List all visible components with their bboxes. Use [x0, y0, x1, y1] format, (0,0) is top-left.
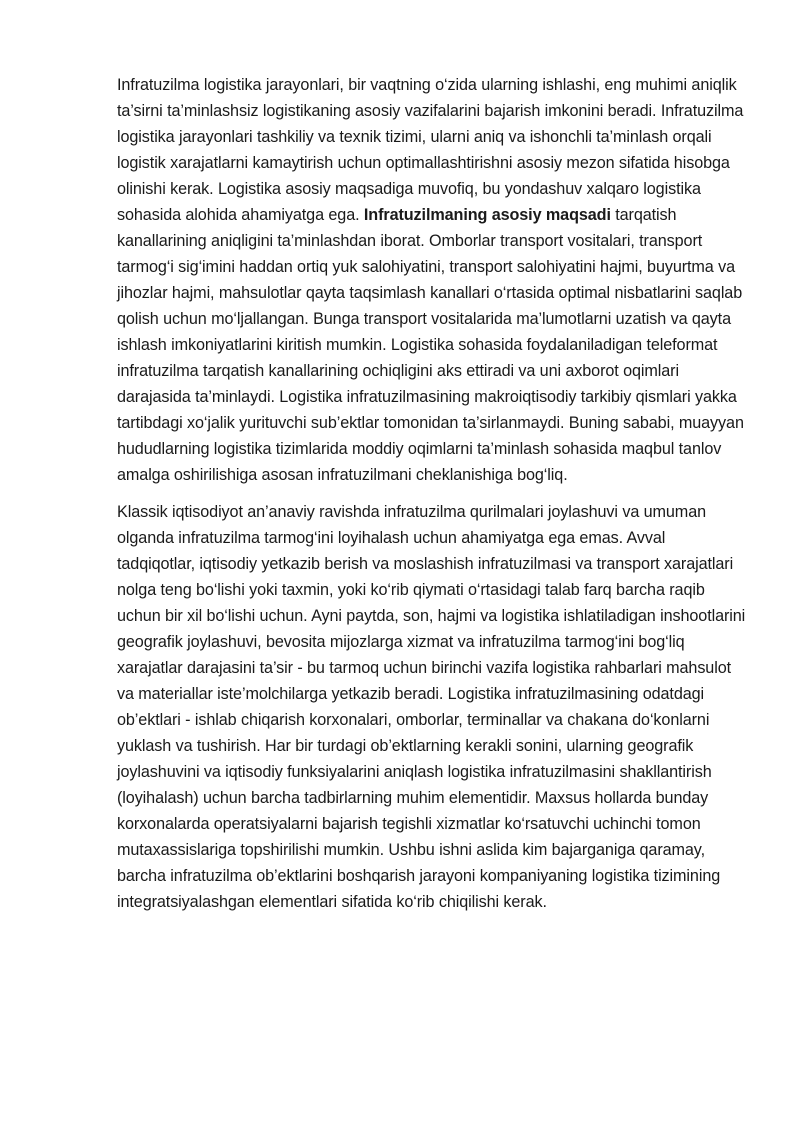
paragraph-1-bold-phrase: Infratuzilmaning asosiy maqsadi: [363, 206, 611, 224]
document-page: [117, 72, 747, 926]
paragraph-1-text-end: tarqatish kanallarining aniqligini ta’minlashdan iborat. Omborlar transport vositalari, transport tarmog‘i sig‘imini haddan ortiq yuk salohiyatini, transport salohiyatini hajmi, buyurtma va jihozlar hajmi, mahsulotlar qayta taqsimlash kanallari o‘rtasida optimal nisbatlarini saqlab qolish uchun mo‘ljallangan. Bunga transport vositalarida ma’lumotlarni uzatish va qayta ishlash imkoniyatlarini kiritish mumkin. Logistika sohasida foydalaniladigan teleformat infratuzilma tarqatish kanallarining ochiqligini aks ettiradi va uni axborot oqimlari darajasida ta’minlaydi. Logistika infratuzilmasining makroiqtisodiy tarkibiy qismlari yakka tartibdagi xo‘jalik yurituvchi sub’ektlar tomonidan ta’sirlanmaydi. Buning sababi, muayyan hududlarning logistika tizimlarida moddiy oqimlarni ta’minlash sohasida maqbul tanlov amalga oshirilishiga asosan infratuzilmani cheklanishiga bog‘liq.: [117, 206, 744, 484]
paragraph-1-text-start: Infratuzilma logistika jarayonlari, bir vaqtning o‘zida ularning ishlashi, eng muhimi aniqlik ta’sirni ta’minlashsiz logistikaning asosiy vazifalarini bajarish imkonini beradi. Infratuzilma logistika jarayonlari tashkiliy va texnik tizimi, ularni aniq va ishonchli ta’minlash orqali logistik xarajatlarni kamaytirish uchun optimallashtirishni asosiy mezon sifatida hisobga olinishi kerak. Logistika asosiy maqsadiga muvofiq, bu yondashuv xalqaro logistika sohasida alohida ahamiyatga ega.: [117, 76, 744, 224]
paragraph-1: [117, 72, 747, 488]
paragraph-2: Klassik iqtisodiyot an’anaviy ravishda infratuzilma qurilmalari joylashuvi va umuman olganda infratuzilma tarmog‘ini loyihalash uchun ahamiyatga ega emas. Avval tadqiqotlar, iqtisodiy yetkazib berish va moslashish infratuzilmasi va transport xarajatlari nolga teng bo‘lishi yoki taxmin, yoki ko‘rib qiymati o‘rtasidagi talab farq barcha raqib uchun bir xil bo‘lishi uchun. Ayni paytda, son, hajmi va logistika ishlatiladigan inshootlarini geografik joylashuvi, bevosita mijozlarga xizmat va infratuzilma tarmog‘ini bog‘liq xarajatlar darajasini ta’sir - bu tarmoq uchun birinchi vazifa logistika rahbarlari mahsulot va materiallar iste’molchilarga yetkazib beradi. Logistika infratuzilmasining odatdagi ob’ektlari - ishlab chiqarish korxonalari, omborlar, terminallar va chakana do‘konlarni yuklash va tushirish. Har bir turdagi ob’ektlarning kerakli sonini, ularning geografik joylashuvini va iqtisodiy funksiyalarini aniqlash logistika infratuzilmasini shakllantirish (loyihalash) uchun barcha tadbirlarning muhim elementidir. Maxsus hollarda bunday korxonalarda operatsiyalarni bajarish tegishli xizmatlar ko‘rsatuvchi uchinchi tomon mutaxassislariga topshirilishi mumkin. Ushbu ishni aslida kim bajarganiga qaramay, barcha infratuzilma ob’ektlarini boshqarish jarayoni kompaniyaning logistika tizimining integratsiyalashgan elementlari sifatida ko‘rib chiqilishi kerak.: [117, 503, 746, 911]
